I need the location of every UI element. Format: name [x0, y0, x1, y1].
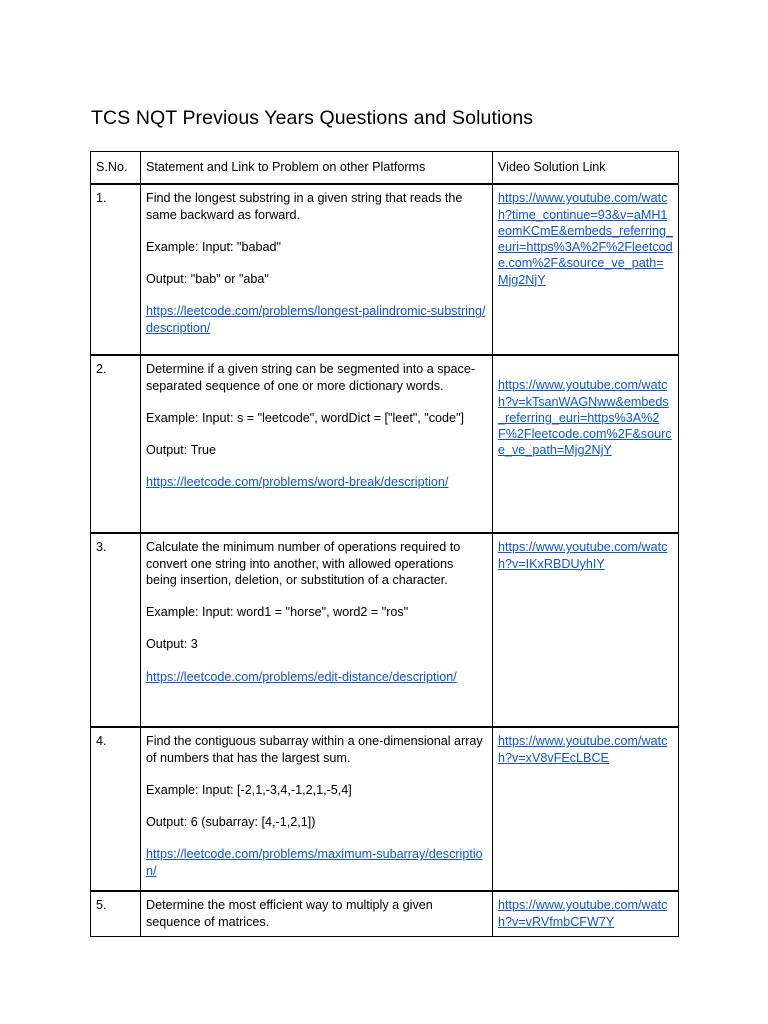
row-video-cell: [493, 533, 679, 727]
problem-link[interactable]: https://leetcode.com/problems/edit-distance/description/: [146, 669, 457, 684]
row-sno: 3.: [91, 533, 141, 727]
video-solution-link[interactable]: https://www.youtube.com/watch?v=vRVfmbCFW7Y: [498, 898, 668, 929]
row-statement-cell: [141, 727, 493, 891]
video-solution-link[interactable]: https://www.youtube.com/watch?v=IKxRBDUyhIY: [498, 540, 668, 571]
problem-statement: Find the contiguous subarray within a one-dimensional array of numbers that has the largest sum.: [146, 734, 483, 765]
problem-statement: Find the longest substring in a given string that reads the same backward as forward.: [146, 191, 463, 222]
row-video-cell: [493, 184, 679, 355]
row-sno: 4.: [91, 727, 141, 891]
problem-example: Example: Input: s = "leetcode", wordDict = ["leet", "code"]: [146, 410, 465, 425]
page-title: TCS NQT Previous Years Questions and Solutions: [91, 107, 534, 129]
video-solution-link[interactable]: https://www.youtube.com/watch?v=kTsanWAGNww&embeds_referring_euri=https%3A%2F%2Fleetcode.com%2F&source_ve_path=Mjg2NjY: [498, 378, 672, 458]
row-statement-cell: [141, 891, 493, 936]
problem-output: Output: True: [146, 443, 217, 458]
problem-output: Output: 6 (subarray: [4,-1,2,1]): [146, 815, 316, 830]
row-video-cell: [493, 891, 679, 936]
header-video: Video Solution Link: [493, 152, 679, 185]
row-sno: 5.: [91, 891, 141, 936]
problem-link[interactable]: https://leetcode.com/problems/longest-palindromic-substring/description/: [146, 304, 486, 335]
questions-table: [90, 151, 679, 937]
problem-statement: Calculate the minimum number of operations required to convert one string into another, with allowed operations being insertion, deletion, or substitution of a character.: [146, 540, 461, 587]
problem-link[interactable]: https://leetcode.com/problems/maximum-subarray/description/: [146, 847, 483, 878]
problem-example: Example: Input: "babad": [146, 239, 281, 254]
video-solution-link[interactable]: https://www.youtube.com/watch?time_continue=93&v=aMH1eomKCmE&embeds_referring_euri=https%3A%2F%2Fleetcode.com%2F&source_ve_path=Mjg2NjY: [498, 191, 673, 287]
problem-output: Output: "bab" or "aba": [146, 272, 269, 287]
table-row: [91, 355, 679, 533]
problem-statement: Determine if a given string can be segmented into a space-separated sequence of one or more dictionary words.: [146, 362, 476, 393]
problem-example: Example: Input: word1 = "horse", word2 = "ros": [146, 605, 409, 620]
video-solution-link[interactable]: https://www.youtube.com/watch?v=xV8vFEcLBCE: [498, 734, 668, 765]
problem-link[interactable]: https://leetcode.com/problems/word-break/description/: [146, 475, 449, 490]
problem-example: Example: Input: [-2,1,-3,4,-1,2,1,-5,4]: [146, 782, 352, 797]
table-row: [91, 533, 679, 727]
problem-output: Output: 3: [146, 637, 198, 652]
row-statement-cell: [141, 533, 493, 727]
problem-statement: Determine the most efficient way to multiply a given sequence of matrices.: [146, 898, 433, 929]
row-sno: 2.: [91, 355, 141, 533]
row-video-cell: [493, 355, 679, 533]
table-row: [91, 727, 679, 891]
header-sno: S.No.: [91, 152, 141, 185]
header-statement: Statement and Link to Problem on other Platforms: [141, 152, 493, 185]
table-row: [91, 184, 679, 355]
table-header-row: [91, 152, 679, 185]
row-statement-cell: [141, 355, 493, 533]
row-video-cell: [493, 727, 679, 891]
row-statement-cell: [141, 184, 493, 355]
row-sno: 1.: [91, 184, 141, 355]
table-row: [91, 891, 679, 936]
